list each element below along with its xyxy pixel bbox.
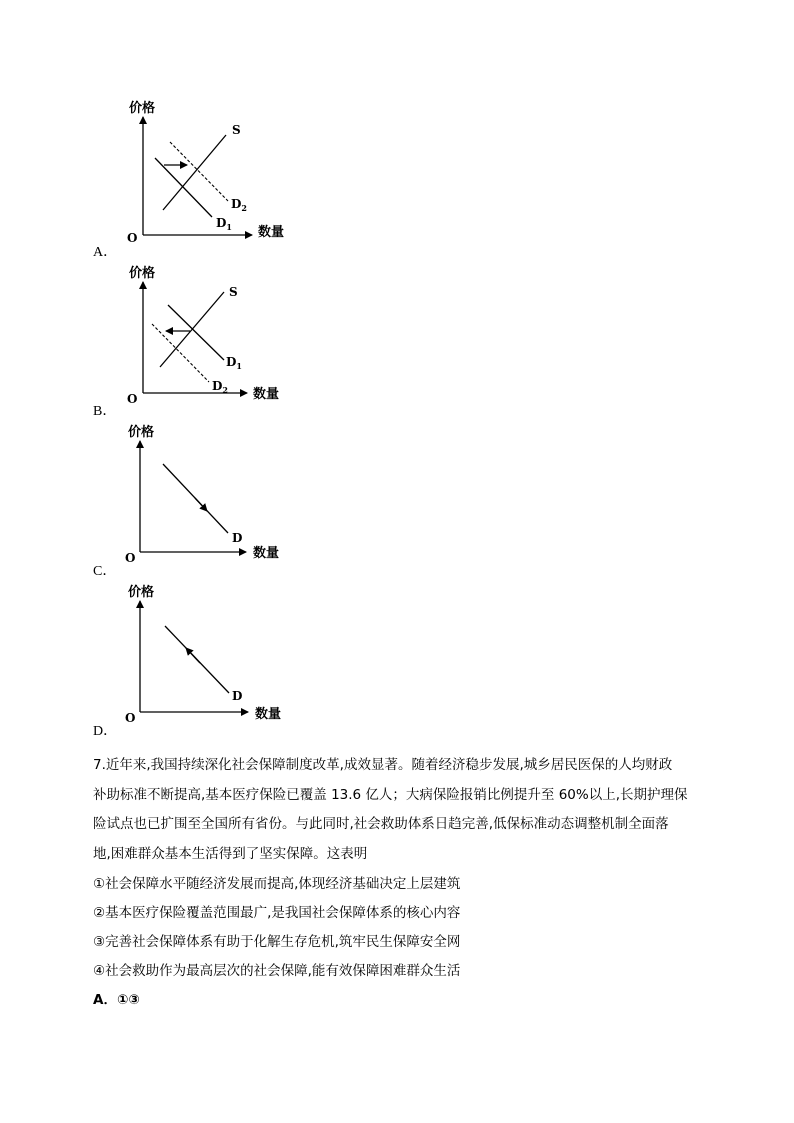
question-line: 7.近年来,我国持续深化社会保障制度改革,成效显著。随着经济稳步发展,城乡居民医保的人均财政 — [93, 757, 673, 773]
graph-option-b — [0, 258, 794, 423]
supply-label: S — [229, 285, 238, 299]
movement-arrow-down — [195, 498, 207, 511]
option-d-label: D． — [93, 724, 118, 739]
d1-label: $D_1$ — [226, 355, 242, 371]
x-axis-label: 数量 — [253, 387, 280, 402]
option-a-label: A． — [93, 245, 118, 260]
origin-label: O — [127, 392, 138, 406]
origin-label: O — [125, 711, 136, 725]
d-label: D — [232, 689, 243, 703]
y-axis-label: 价格 — [128, 585, 155, 600]
demand-curve-d1 — [168, 305, 224, 360]
y-axis-label: 价格 — [128, 425, 155, 440]
graph-option-a — [0, 95, 794, 260]
graph-b-svg — [0, 258, 794, 423]
origin-label: O — [125, 551, 136, 565]
supply-curve — [160, 292, 224, 367]
x-axis-label: 数量 — [255, 707, 282, 722]
option-b-label: B． — [93, 404, 117, 419]
d1-label: $D_1$ — [216, 216, 232, 232]
movement-arrow-up — [186, 648, 200, 663]
statement-4: ④社会救助作为最高层次的社会保障,能有效保障困难群众生活 — [93, 963, 461, 979]
d2-label: $D_2$ — [212, 379, 228, 395]
y-axis-label: 价格 — [129, 101, 156, 116]
graph-a-svg — [0, 95, 794, 260]
question-line: 险试点也已扩围至全国所有省份。与此同时,社会救助体系日趋完善,低保标准动态调整机制全面落 — [93, 816, 669, 833]
statement-3: ③完善社会保障体系有助于化解生存危机,筑牢民生保障安全网 — [93, 934, 461, 950]
graph-d-svg — [0, 578, 794, 743]
d2-label: $D_2$ — [231, 197, 247, 213]
demand-curve-d2 — [152, 324, 209, 382]
question-line: 补助标准不断提高,基本医疗保险已覆盖 13.6 亿人；大病保险报销比例提升至 60%以上,长期护理保 — [93, 786, 688, 803]
demand-curve-d1 — [155, 158, 212, 217]
supply-label: S — [232, 123, 241, 137]
statement-2: ②基本医疗保险覆盖范围最广,是我国社会保障体系的核心内容 — [93, 905, 461, 921]
d-label: D — [232, 531, 243, 545]
option-c-label: C． — [93, 564, 117, 579]
graph-option-c — [0, 418, 794, 583]
question-line: 地,困难群众基本生活得到了坚实保障。这表明 — [93, 845, 368, 862]
graph-c-svg — [0, 418, 794, 583]
y-axis-label: 价格 — [129, 266, 156, 281]
statement-1: ①社会保障水平随经济发展而提高,体现经济基础决定上层建筑 — [93, 876, 461, 892]
x-axis-label: 数量 — [253, 546, 280, 561]
answer-option-a: A．①③ — [93, 992, 140, 1008]
graph-option-d — [0, 578, 794, 743]
question-7-text — [93, 751, 703, 869]
x-axis-label: 数量 — [258, 225, 285, 240]
origin-label: O — [127, 231, 138, 245]
